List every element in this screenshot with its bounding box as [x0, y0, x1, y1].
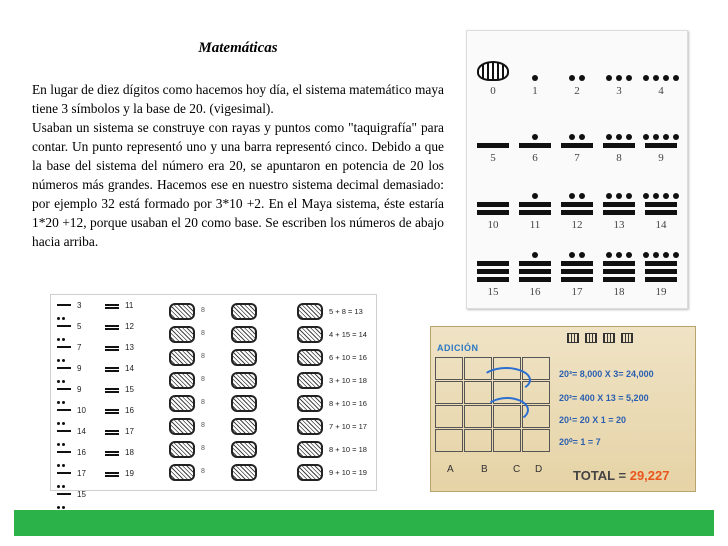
glyph-number: 11 — [125, 301, 134, 310]
glyph-number: 10 — [77, 406, 86, 415]
numeral-label: 10 — [487, 219, 499, 231]
page-title: Matemáticas — [198, 40, 278, 56]
maya-numeral — [557, 106, 597, 166]
glyph-number: 14 — [125, 364, 134, 373]
body-text — [32, 80, 444, 251]
numeral-label: 15 — [487, 286, 499, 298]
column-glyphs — [567, 333, 633, 343]
grid-cell — [464, 429, 492, 452]
glyph-equation: 8 + 10 = 16 — [329, 399, 367, 408]
maya-numeral — [473, 240, 513, 300]
head-glyph-icon — [169, 326, 195, 343]
numeral-label: 13 — [613, 219, 625, 231]
maya-numerals-image — [466, 30, 688, 309]
addition-line: 20³= 8,000 X 3= 24,000 — [559, 369, 654, 379]
paragraph: En lugar de diez dígitos como hacemos hoy día, el sistema matemático maya tiene 3 símbolos y la base de 20. (vigesimal). — [32, 82, 444, 116]
head-glyph-icon — [297, 395, 323, 412]
head-glyph-icon — [297, 326, 323, 343]
glyph-eight: 8 — [201, 376, 205, 383]
glyph-equation: 9 + 10 = 19 — [329, 468, 367, 477]
glyph-number: 18 — [125, 448, 134, 457]
addition-total: TOTAL = 29,227 — [573, 468, 670, 483]
maya-numeral — [515, 106, 555, 166]
numeral-glyph-icon — [105, 408, 119, 418]
numeral-label: 11 — [529, 219, 541, 231]
numeral-label: 4 — [658, 85, 664, 97]
addition-letter: C — [513, 464, 521, 475]
numeral-label: 0 — [490, 85, 496, 97]
maya-numeral — [641, 240, 681, 300]
maya-numeral — [599, 39, 639, 99]
numeral-label: 12 — [571, 219, 583, 231]
arrow-icon — [485, 397, 529, 423]
numeral-glyph-icon — [57, 366, 71, 376]
glyph-equation: 7 + 10 = 17 — [329, 422, 367, 431]
numeral-glyph-icon — [57, 387, 71, 397]
addition-letter: B — [481, 464, 488, 475]
addition-line: 20⁰= 1 = 7 — [559, 437, 601, 447]
glyph-eight: 8 — [201, 353, 205, 360]
head-glyph-icon — [169, 441, 195, 458]
addition-line: 20¹= 20 X 1 = 20 — [559, 415, 627, 425]
numeral-glyph-icon — [57, 450, 71, 460]
glyph-eight: 8 — [201, 330, 205, 337]
maya-numeral — [599, 240, 639, 300]
addition-line: 20²= 400 X 13 = 5,200 — [559, 393, 649, 403]
numeral-label: 5 — [490, 152, 496, 164]
maya-numeral — [515, 39, 555, 99]
addition-letter: A — [447, 464, 454, 475]
numeral-glyph-icon — [57, 345, 71, 355]
addition-title: ADICIÓN — [437, 343, 479, 353]
glyph-equation: 6 + 10 = 16 — [329, 353, 367, 362]
glyph-number: 13 — [125, 343, 134, 352]
head-glyph-icon — [297, 372, 323, 389]
paragraph: Usaban un sistema se construye con rayas y puntos como "taquigrafía" para contar. Un punto representó uno y una barra representó cinco. Debido a que la base del sistema del número era 20, se apuntaron en potencia de 20 los números más grandes. Hacemos ese en nuestro sistema decimal demasiado: por ejemplo 32 está formado por 3*10 +2. En el Maya sistema, éste estaría 1*20 +12, porque usaban el 20 como base. Se escriben los números de abajo hacia arriba. — [32, 120, 444, 249]
maya-glyph-table-image — [50, 294, 377, 499]
head-glyph-icon — [231, 326, 257, 343]
head-glyph-icon — [169, 418, 195, 435]
glyph-equation: 5 + 8 = 13 — [329, 307, 363, 316]
numeral-label: 8 — [616, 152, 622, 164]
glyph-number: 14 — [77, 427, 86, 436]
maya-numeral — [599, 106, 639, 166]
glyph-number: 12 — [125, 322, 134, 331]
maya-numeral — [515, 240, 555, 300]
glyph-eight: 8 — [201, 445, 205, 452]
numeral-label: 9 — [658, 152, 664, 164]
head-glyph-icon — [169, 395, 195, 412]
glyph-eight: 8 — [201, 468, 205, 475]
maya-numeral — [641, 39, 681, 99]
maya-numeral — [473, 39, 513, 99]
glyph-number: 15 — [77, 490, 86, 499]
numeral-glyph-icon — [105, 429, 119, 439]
glyph-eight: 8 — [201, 399, 205, 406]
maya-numeral — [557, 39, 597, 99]
grid-cell — [435, 405, 463, 428]
maya-numeral — [641, 106, 681, 166]
numeral-glyph-icon — [105, 450, 119, 460]
glyph-number: 9 — [77, 385, 82, 394]
glyph-equation: 4 + 15 = 14 — [329, 330, 367, 339]
glyph-number: 16 — [77, 448, 86, 457]
glyph-equation: 3 + 10 = 18 — [329, 376, 367, 385]
numeral-glyph-icon — [57, 324, 71, 334]
numeral-glyph-icon — [105, 471, 119, 481]
head-glyph-icon — [169, 349, 195, 366]
glyph-number: 17 — [125, 427, 134, 436]
footer-bar — [14, 510, 714, 536]
numeral-label: 19 — [655, 286, 667, 298]
head-glyph-icon — [169, 372, 195, 389]
glyph-number: 16 — [125, 406, 134, 415]
head-glyph-icon — [169, 303, 195, 320]
glyph-number: 7 — [77, 343, 82, 352]
glyph-number: 9 — [77, 364, 82, 373]
numeral-glyph-icon — [57, 492, 71, 502]
numeral-label: 2 — [574, 85, 580, 97]
numeral-glyph-icon — [105, 387, 119, 397]
addition-letter: D — [535, 464, 543, 475]
numeral-label: 7 — [574, 152, 580, 164]
numeral-label: 6 — [532, 152, 538, 164]
numeral-glyph-icon — [57, 408, 71, 418]
head-glyph-icon — [231, 441, 257, 458]
glyph-eight: 8 — [201, 307, 205, 314]
head-glyph-icon — [297, 349, 323, 366]
total-value: 29,227 — [629, 468, 670, 483]
maya-numeral — [641, 173, 681, 233]
grid-cell — [435, 357, 463, 380]
head-glyph-icon — [231, 464, 257, 481]
numeral-label: 1 — [532, 85, 538, 97]
numeral-glyph-icon — [57, 303, 71, 313]
maya-numeral — [557, 240, 597, 300]
numeral-glyph-icon — [105, 366, 119, 376]
maya-numeral — [473, 173, 513, 233]
glyph-number: 3 — [77, 301, 82, 310]
numeral-label: 14 — [655, 219, 667, 231]
shell-icon — [477, 61, 509, 81]
numeral-glyph-icon — [105, 324, 119, 334]
head-glyph-icon — [169, 464, 195, 481]
grid-cell — [522, 429, 550, 452]
head-glyph-icon — [231, 395, 257, 412]
maya-numeral — [599, 173, 639, 233]
glyph-eight: 8 — [201, 422, 205, 429]
maya-numeral — [473, 106, 513, 166]
numeral-glyph-icon — [57, 429, 71, 439]
grid-cell — [435, 429, 463, 452]
head-glyph-icon — [231, 303, 257, 320]
glyph-number: 19 — [125, 469, 134, 478]
numeral-label: 18 — [613, 286, 625, 298]
numeral-label: 17 — [571, 286, 583, 298]
head-glyph-icon — [297, 418, 323, 435]
numeral-glyph-icon — [57, 471, 71, 481]
glyph-number: 17 — [77, 469, 86, 478]
arrow-icon — [481, 367, 531, 393]
numeral-glyph-icon — [105, 303, 119, 313]
maya-numeral — [515, 173, 555, 233]
maya-numeral — [557, 173, 597, 233]
head-glyph-icon — [231, 372, 257, 389]
glyph-number: 5 — [77, 322, 82, 331]
numeral-label: 16 — [529, 286, 541, 298]
head-glyph-icon — [297, 464, 323, 481]
numeral-glyph-icon — [105, 345, 119, 355]
grid-cell — [435, 381, 463, 404]
head-glyph-icon — [297, 441, 323, 458]
head-glyph-icon — [297, 303, 323, 320]
head-glyph-icon — [231, 349, 257, 366]
head-glyph-icon — [231, 418, 257, 435]
grid-cell — [493, 429, 521, 452]
numeral-label: 3 — [616, 85, 622, 97]
glyph-number: 15 — [125, 385, 134, 394]
maya-addition-image — [430, 326, 696, 492]
glyph-equation: 8 + 10 = 18 — [329, 445, 367, 454]
